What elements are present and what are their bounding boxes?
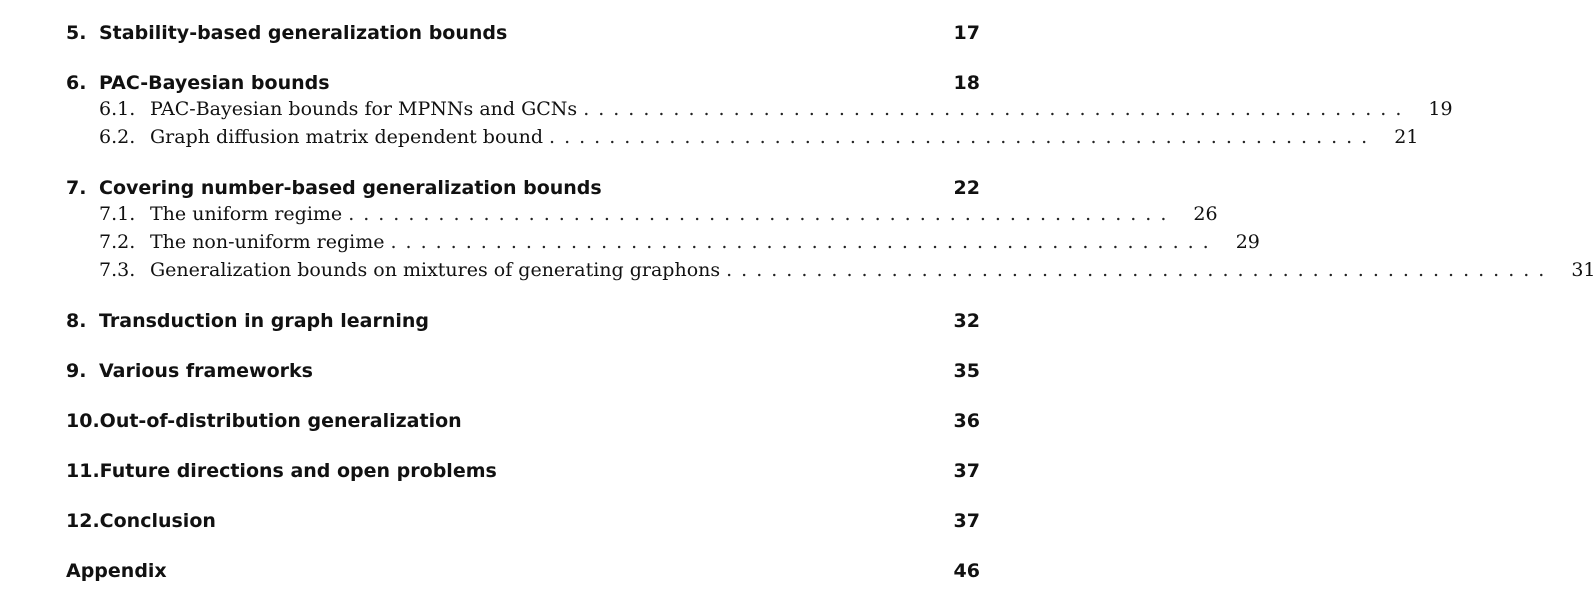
toc-section-12[interactable]: [66, 506, 980, 536]
subsection-title: The non-uniform regime: [150, 231, 385, 253]
section-title: Appendix: [66, 560, 167, 582]
toc-section-8[interactable]: [66, 306, 980, 336]
toc-appendix[interactable]: [66, 556, 980, 586]
subsection-number: 7.2.: [99, 231, 136, 253]
section-page-number: 17: [953, 22, 980, 44]
dot-leader: .......................................................: [390, 231, 1218, 253]
subsection-title: PAC-Bayesian bounds for MPNNs and GCNs: [150, 98, 578, 120]
section-number: 9.: [66, 360, 87, 382]
subsection-number: 6.1.: [99, 98, 136, 120]
table-of-contents: [66, 0, 1596, 608]
section-page-number: 32: [953, 310, 980, 332]
dot-leader: .......................................................: [348, 203, 1176, 225]
subsection-page-number: 26: [1193, 203, 1218, 225]
section-page-number: 37: [953, 460, 980, 482]
section-number: 7.: [66, 177, 87, 199]
subsection-number: 6.2.: [99, 126, 136, 148]
section-page-number: 46: [953, 560, 980, 582]
toc-section-11[interactable]: [66, 456, 980, 486]
section-title: Conclusion: [99, 510, 216, 532]
toc-subsection-7-2[interactable]: [99, 231, 1260, 257]
section-title: Stability-based generalization bounds: [99, 22, 508, 44]
dot-leader: .......................................................: [583, 98, 1411, 120]
section-page-number: 36: [953, 410, 980, 432]
section-number: 5.: [66, 22, 87, 44]
toc-subsection-7-3[interactable]: [99, 259, 1596, 285]
subsection-page-number: 31: [1571, 259, 1596, 281]
section-page-number: 35: [953, 360, 980, 382]
section-number: 6.: [66, 72, 87, 94]
subsection-page-number: 19: [1428, 98, 1453, 120]
subsection-number: 7.1.: [99, 203, 136, 225]
subsection-title: Graph diffusion matrix dependent bound: [150, 126, 544, 148]
section-page-number: 37: [953, 510, 980, 532]
toc-section-9[interactable]: [66, 356, 980, 386]
subsection-title: Generalization bounds on mixtures of generating graphons: [150, 259, 721, 281]
subsection-page-number: 21: [1394, 126, 1419, 148]
section-title: Future directions and open problems: [99, 460, 497, 482]
section-title: Out-of-distribution generalization: [99, 410, 462, 432]
dot-leader: .......................................................: [726, 259, 1554, 281]
toc-subsection-6-1[interactable]: [99, 98, 1453, 124]
section-number: 11.: [66, 460, 100, 482]
section-title: Covering number-based generalization bounds: [99, 177, 602, 199]
section-title: PAC-Bayesian bounds: [99, 72, 330, 94]
toc-section-10[interactable]: [66, 406, 980, 436]
section-title: Various frameworks: [99, 360, 313, 382]
section-number: 10.: [66, 410, 100, 432]
toc-subsection-6-2[interactable]: [99, 126, 1419, 152]
toc-section-6[interactable]: [66, 68, 980, 98]
subsection-number: 7.3.: [99, 259, 136, 281]
section-number: 12.: [66, 510, 100, 532]
toc-section-5[interactable]: [66, 18, 980, 48]
subsection-page-number: 29: [1235, 231, 1260, 253]
section-page-number: 18: [953, 72, 980, 94]
toc-subsection-7-1[interactable]: [99, 203, 1218, 229]
subsection-title: The uniform regime: [150, 203, 343, 225]
section-page-number: 22: [953, 177, 980, 199]
section-number: 8.: [66, 310, 87, 332]
toc-section-7[interactable]: [66, 173, 980, 203]
section-title: Transduction in graph learning: [99, 310, 430, 332]
dot-leader: .......................................................: [549, 126, 1377, 148]
